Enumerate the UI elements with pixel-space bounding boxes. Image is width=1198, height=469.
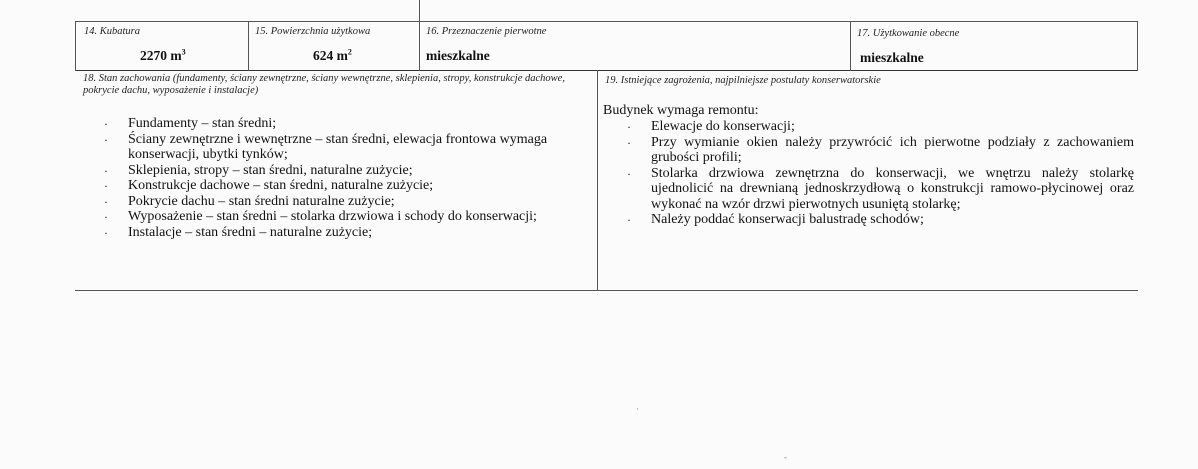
list-item: · Wyposażenie – stan średni – stolarka drzwiowa i schody do konserwacji; [104,209,537,224]
bullet-icon: · [104,163,108,178]
bullet-icon: · [104,117,108,131]
powierzchnia-value: 624 $m^2$ [313,47,352,63]
list-item: · Należy poddać konserwacji balustradę schodów; [627,212,924,227]
kubatura-label: 14. Kubatura [84,26,141,37]
bullet-icon: · [104,179,108,193]
table-left-border [75,21,76,71]
uzytkowanie-label: 17. Użytkowanie obecne [857,28,960,39]
header-row-bottom-border [75,70,1138,71]
list-item: · Elewacje do konserwacji; [627,119,795,134]
list-item: · Pokrycie dachu – stan średni naturalne zużycie; [104,193,395,209]
przeznaczenie-label: 16. Przeznaczenie pierwotne [426,26,547,37]
uzytkowanie-value: mieszkalne [860,50,924,65]
list-item: · Sklepienia, stropy – stan średni, naturalne zużycie; [104,162,413,178]
bullet-icon: · [627,120,631,134]
scan-speck: · [636,404,639,414]
list-item: · Ściany zewnętrzne i wewnętrzne – stan średni, elewacja frontowa wymaga konserwacji, ubytki tynków; [104,131,548,162]
section-18-list [104,116,588,240]
list-item: · Konstrukcje dachowe – stan średni, naturalne zużycie; [104,178,434,193]
bullet-icon: · [627,213,631,227]
section-divider [597,70,598,291]
przeznaczenie-value: mieszkalne [426,48,490,63]
scan-speck: ‐ [784,452,787,462]
bullet-icon: · [627,166,631,181]
powierzchnia-label: 15. Powierzchnia użytkowa [255,26,371,37]
bullet-icon: · [627,135,631,150]
table-right-border [1137,21,1138,71]
section-19-list [627,119,1134,228]
bullet-icon: · [104,194,108,209]
list-item: · Fundamenty – stan średni; [104,116,277,131]
cell-divider-2 [419,21,420,71]
cell-divider-1 [248,21,249,71]
list-item: · Stolarka drzwiowa zewnętrzna do konserwacji, we wnętrzu należy stolarkę ujednolicić na drewnianą jednoskrzydłową o konstrukcji ramowo-płycinowej oraz wykonać na wzór drzwi pierwotnych usuniętą stolarkę; [627,165,1134,212]
bullet-icon: · [104,132,108,147]
table-top-border [75,21,1138,22]
cell-divider-3 [850,21,851,71]
section-19-title: 19. Istniejące zagrożenia, najpilniejsze postulaty konserwatorskie [605,75,881,86]
list-item: · Instalacje – stan średni – naturalne zużycie; [104,224,373,240]
kubatura-value: 2270 $m^3$ [140,47,186,63]
top-stub-line [419,0,420,21]
section-19-intro: Budynek wymaga remontu: [603,103,759,118]
section-18-title: 18. Stan zachowania (fundamenty, ściany zewnętrzne, ściany wewnętrzne, sklepienia, stropy, konstrukcje dachowe, pokrycie dachu, wyposażenie i instalacje) [83,73,565,96]
table-bottom-border [75,290,1138,291]
list-item: · Przy wymianie okien należy przywrócić ich pierwotne podziały z zachowaniem grubości profili; [627,134,1134,165]
bullet-icon: · [104,225,108,240]
bullet-icon: · [104,210,108,224]
